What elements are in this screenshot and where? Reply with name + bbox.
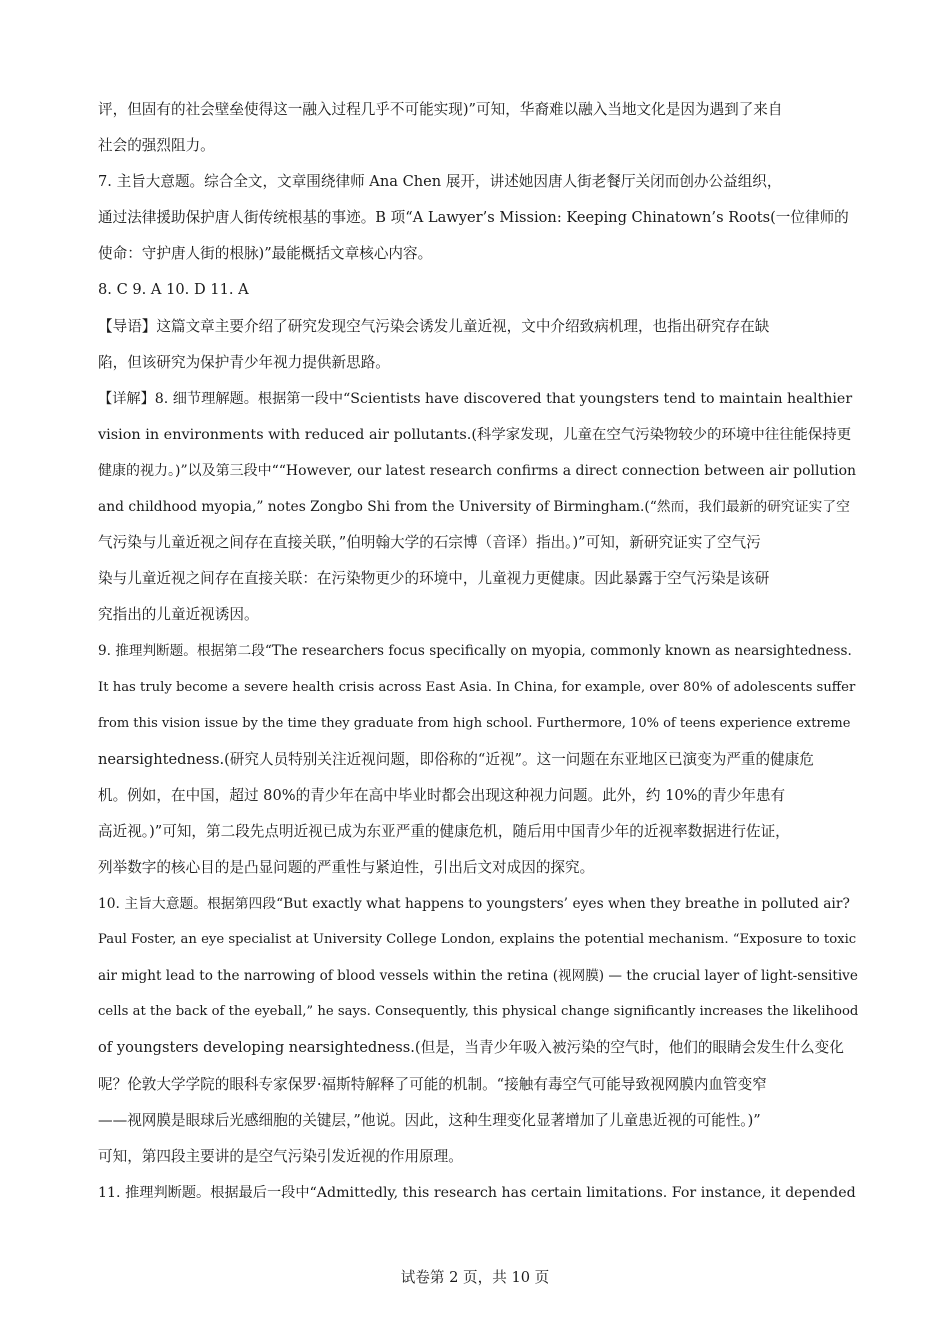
text-line: Paul Foster, an eye specialist at University College London, explains the potential mechanism. “Exposure to toxic (98, 932, 857, 948)
text-line: 机。例如，在中国，超过 80%的青少年在高中毕业时都会出现这种视力问题。此外，约 10%的青少年患有 (98, 786, 786, 804)
text-line: cells at the back of the eyeball,” he says. Consequently, this physical change significantly increases the likelihood (98, 1004, 858, 1020)
text-line: 呢？伦敦大学学院的眼科专家保罗·福斯特解释了可能的机制。“接触有毒空气可能导致视网膜内血管变窄 (98, 1075, 767, 1093)
text-line: vision in environments with reduced air pollutants.(科学家发现，儿童在空气污染物较少的环境中往往能保持更 (98, 426, 852, 443)
text-line: 通过法律援助保护唐人街传统根基的事迹。B 项“A Lawyer’s Mission: Keeping Chinatown’s Roots(一位律师的 (98, 209, 849, 227)
text-line: air might lead to the narrowing of blood vessels within the retina (视网膜) — the crucial layer of light-sensitive (98, 968, 858, 985)
text-line: 究指出的儿童近视诱因。 (98, 606, 259, 624)
text-line: 社会的强烈阻力。 (98, 137, 215, 155)
text-line: 气污染与儿童近视之间存在直接关联，”伯明翰大学的石宗博（音译）指出。)”可知，新研究证实了空气污 (98, 534, 761, 552)
text-line: ——视网膜是眼球后光感细胞的关键层，”他说。因此，这种生理变化显著增加了儿童患近视的可能性。)” (98, 1111, 761, 1129)
text-line: nearsightedness.(研究人员特别关注近视问题，即俗称的“近视”。这一问题在东亚地区已演变为严重的健康危 (98, 750, 814, 768)
text-line: 9. 推理判断题。根据第二段“The researchers focus specifically on myopia, commonly known as nearsightedness. (98, 643, 852, 660)
text-line: from this vision issue by the time they graduate from high school. Furthermore, 10% of teens experience extreme (98, 715, 851, 731)
text-line: 【详解】8. 细节理解题。根据第一段中“Scientists have discovered that youngsters tend to maintain healthier (98, 390, 853, 407)
text-line: 【导语】这篇文章主要介绍了研究发现空气污染会诱发儿童近视，文中介绍致病机理，也指出研究存在缺 (98, 317, 770, 335)
answer-explanation-text (98, 92, 858, 1211)
text-line: 11. 推理判断题。根据最后一段中“Admittedly, this research has certain limitations. For instance, it depended (98, 1184, 856, 1201)
text-line: 8. C 9. A 10. D 11. A (98, 281, 249, 299)
text-line: 健康的视力。)”以及第三段中““However, our latest research confirms a direct connection between air pollution (98, 462, 857, 479)
text-line: 染与儿童近视之间存在直接关联：在污染物更少的环境中，儿童视力更健康。因此暴露于空气污染是该研 (98, 570, 770, 588)
text-line: 高近视。)”可知，第二段先点明近视已成为东亚严重的健康危机，随后用中国青少年的近视率数据进行佐证， (98, 822, 790, 840)
text-line: It has truly become a severe health crisis across East Asia. In China, for example, over 80% of adolescents suffer (98, 679, 856, 695)
text-line: 使命：守护唐人街的根脉)”最能概括文章核心内容。 (98, 245, 433, 263)
text-line: 10. 主旨大意题。根据第四段“But exactly what happens to youngsters’ eyes when they breathe in polluted air? (98, 896, 850, 913)
text-line: 7. 主旨大意题。综合全文，文章围绕律师 Ana Chen 展开，讲述她因唐人街老餐厅关闭而创办公益组织， (98, 173, 782, 191)
text-line: 评，但固有的社会壁垒使得这一融入过程几乎不可能实现)”可知，华裔难以融入当地文化是因为遇到了来自 (98, 101, 783, 118)
text-line: 陷，但该研究为保护青少年视力提供新思路。 (98, 353, 390, 371)
text-line: 可知，第四段主要讲的是空气污染引发近视的作用原理。 (98, 1147, 463, 1165)
page-footer: 试卷第 2 页，共 10 页 (400, 1269, 550, 1286)
text-line: and childhood myopia,” notes Zongbo Shi from the University of Birmingham.(“然而，我们最新的研究证实了空 (98, 499, 850, 516)
text-line: 列举数字的核心目的是凸显问题的严重性与紧迫性，引出后文对成因的探究。 (98, 858, 595, 876)
text-line: of youngsters developing nearsightedness.(但是，当青少年吸入被污染的空气时，他们的眼睛会发生什么变化 (98, 1039, 844, 1057)
